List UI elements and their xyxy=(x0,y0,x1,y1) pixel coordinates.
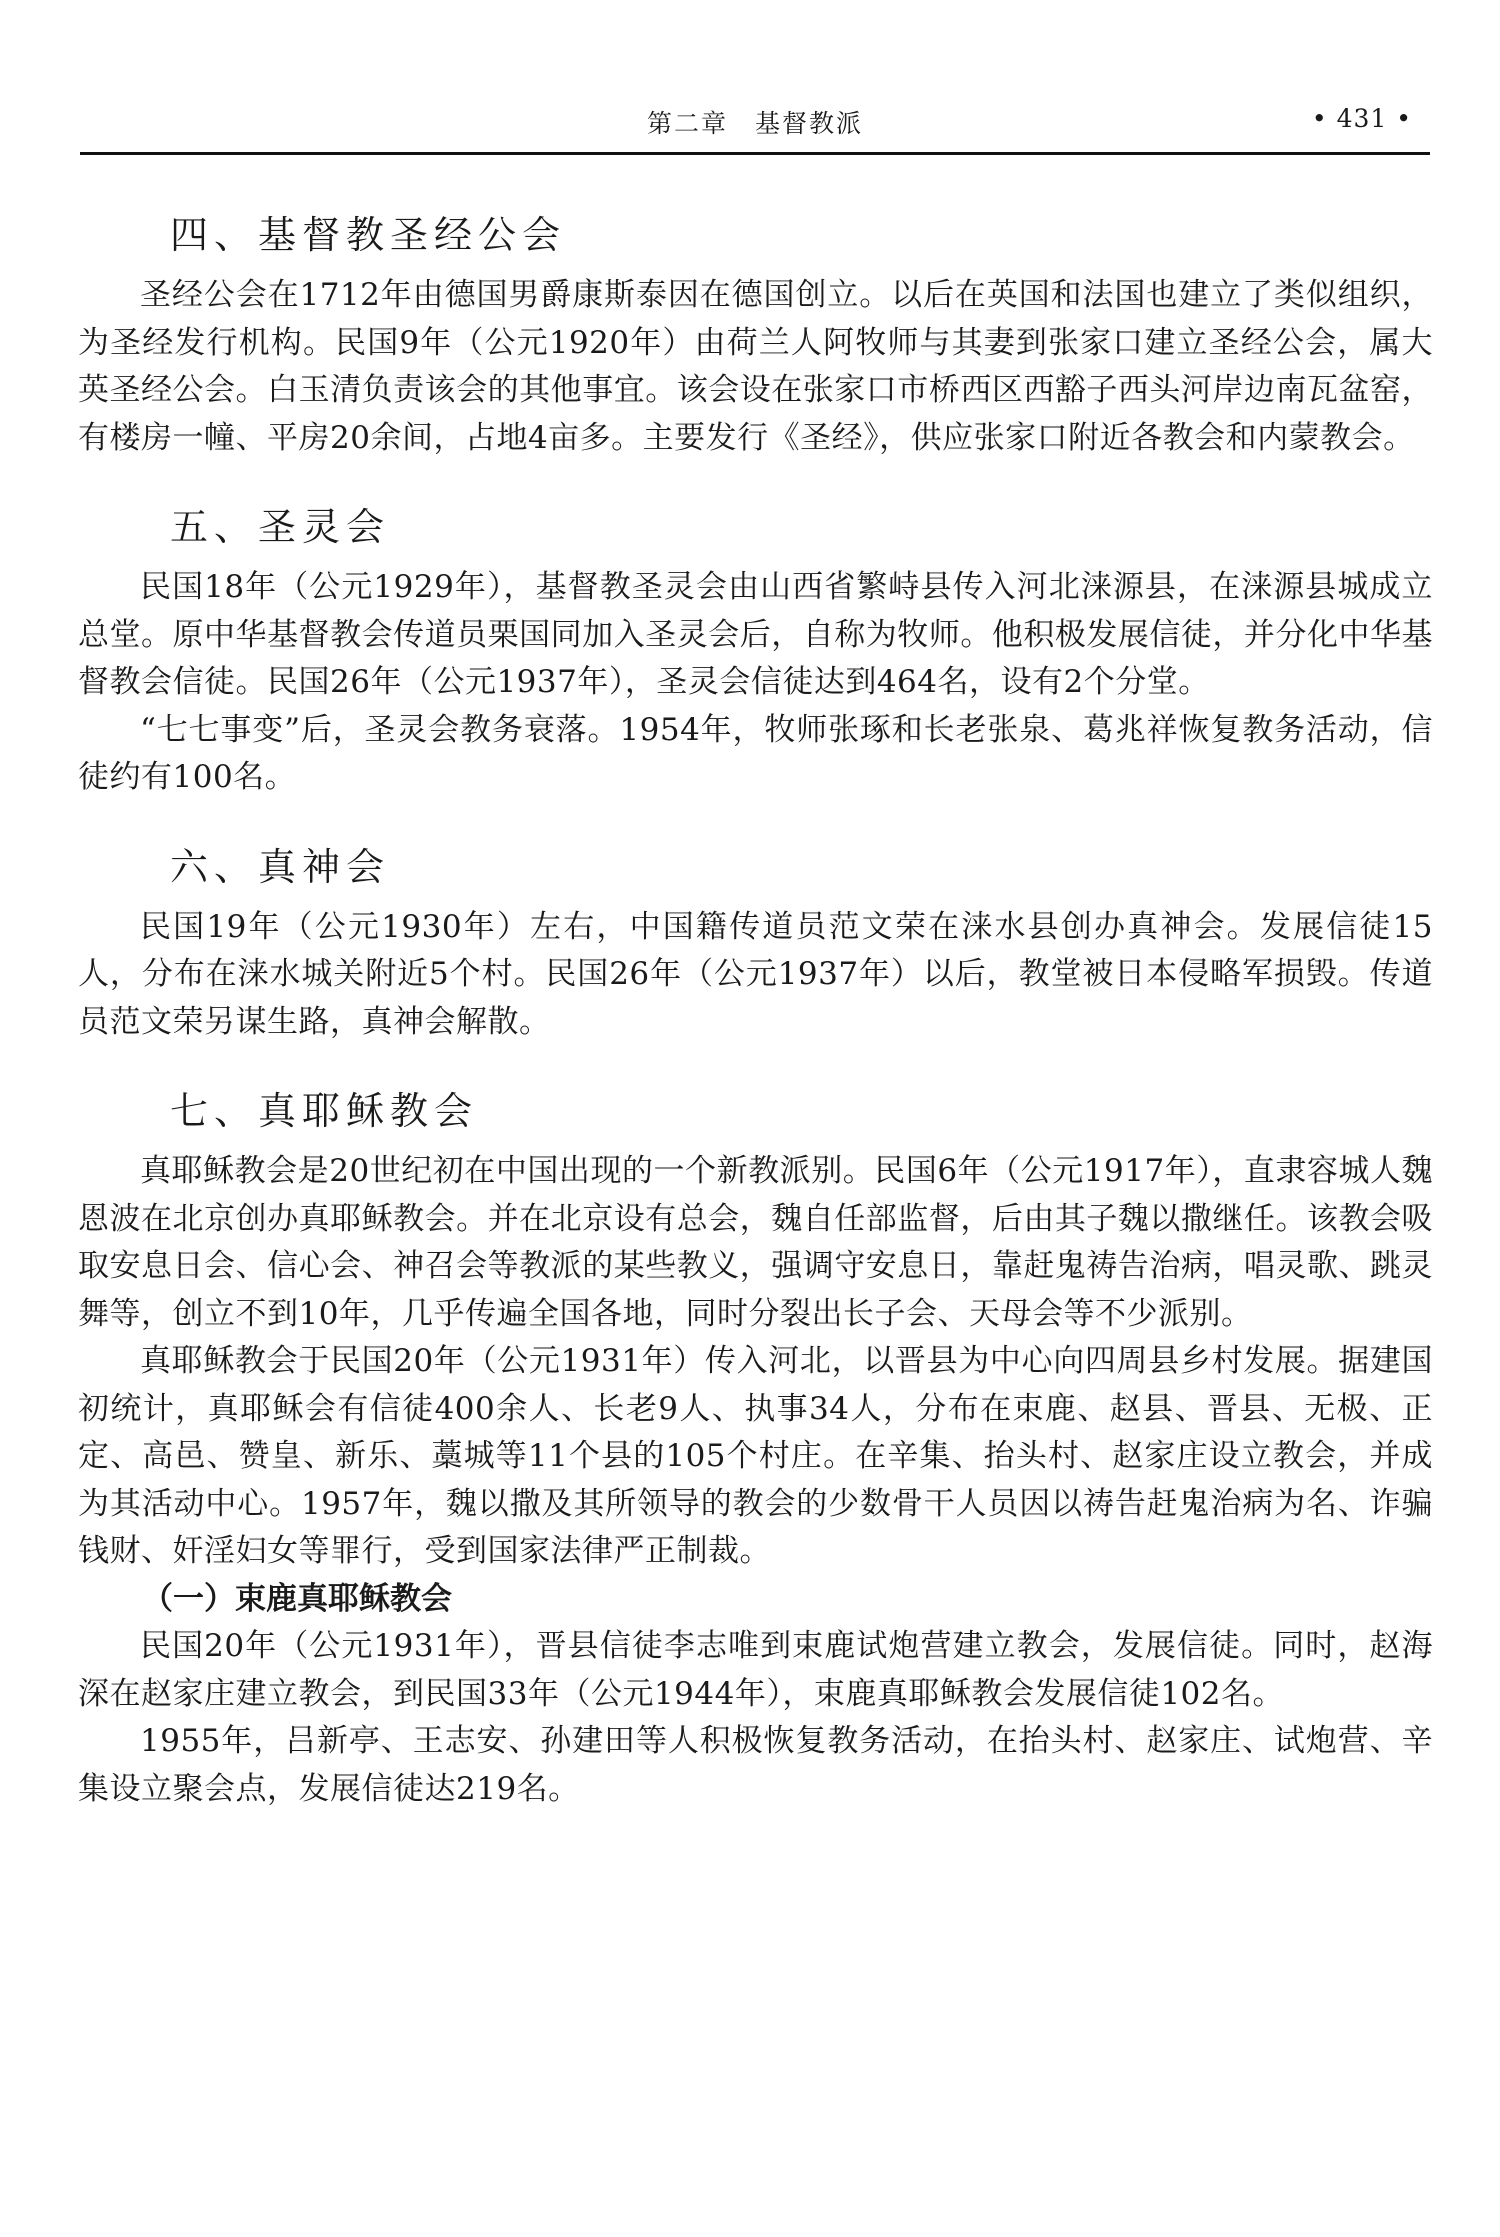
body-paragraph: 民国18年（公元1929年），基督教圣灵会由山西省繁峙县传入河北涞源县，在涞源县城成立总堂。原中华基督教会传道员栗国同加入圣灵会后，自称为牧师。他积极发展信徒，并分化中华基督教会信徒。民国26年（公元1937年），圣灵会信徒达到464名，设有2个分堂。 xyxy=(78,569,1433,700)
body-paragraph: 圣经公会在1712年由德国男爵康斯泰因在德国创立。以后在英国和法国也建立了类似组织，为圣经发行机构。民国9年（公元1920年）由荷兰人阿牧师与其妻到张家口建立圣经公会，属大英圣经公会。白玉清负责该会的其他事宜。该会设在张家口市桥西区西豁子西头河岸边南瓦盆窑，有楼房一幢、平房20余间，占地4亩多。主要发行《圣经》，供应张家口附近各教会和内蒙教会。 xyxy=(78,277,1433,456)
body-paragraph: 1955年，吕新亭、王志安、孙建田等人积极恢复教务活动，在抬头村、赵家庄、试炮营、辛集设立聚会点，发展信徒达219名。 xyxy=(78,1723,1433,1807)
subsection-heading: （一）束鹿真耶稣教会 xyxy=(142,1580,452,1617)
section-holy-spirit-church xyxy=(78,490,1433,802)
section-bible-society xyxy=(78,198,1433,462)
section-heading: 四、基督教圣经公会 xyxy=(170,213,567,257)
section-divider-space xyxy=(78,1046,1433,1074)
section-heading: 六、真神会 xyxy=(170,844,391,889)
running-header xyxy=(80,100,1430,155)
page-body xyxy=(78,198,1433,1813)
body-paragraph: 真耶稣教会是20世纪初在中国出现的一个新教派别。民国6年（公元1917年），直隶容城人魏恩波在北京创办真耶稣教会。并在北京设有总会，魏自任部监督，后由其子魏以撒继任。该教会吸取安息日会、信心会、神召会等教派的某些教义，强调守安息日，靠赶鬼祷告治病，唱灵歌、跳灵舞等，创立不到10年，几乎传遍全国各地，同时分裂出长子会、天母会等不少派别。 xyxy=(78,1153,1433,1332)
body-paragraph: “七七事变”后，圣灵会教务衰落。1954年，牧师张琢和长老张泉、葛兆祥恢复教务活动，信徒约有100名。 xyxy=(78,711,1433,795)
section-true-god-church xyxy=(78,830,1433,1047)
section-heading: 五、圣灵会 xyxy=(170,505,391,549)
body-paragraph: 民国19年（公元1930年）左右，中国籍传道员范文荣在涞水县创办真神会。发展信徒15人，分布在涞水城关附近5个村。民国26年（公元1937年）以后，教堂被日本侵略军损毁。传道员范文荣另谋生路，真神会解散。 xyxy=(78,908,1433,1040)
section-divider-space xyxy=(78,802,1433,830)
section-heading: 七、真耶稣教会 xyxy=(170,1089,479,1133)
section-true-jesus-church xyxy=(78,1074,1433,1813)
section-divider-space xyxy=(78,462,1433,490)
body-paragraph: 民国20年（公元1931年），晋县信徒李志唯到束鹿试炮营建立教会，发展信徒。同时，赵海深在赵家庄建立教会，到民国33年（公元1944年），束鹿真耶稣教会发展信徒102名。 xyxy=(78,1628,1433,1712)
body-paragraph: 真耶稣教会于民国20年（公元1931年）传入河北，以晋县为中心向四周县乡村发展。据建国初统计，真耶稣会有信徒400余人、长老9人、执事34人，分布在束鹿、赵县、晋县、无极、正定、高邑、赞皇、新乐、藁城等11个县的105个村庄。在辛集、抬头村、赵家庄设立教会，并成为其活动中心。1957年，魏以撒及其所领导的教会的少数骨干人员因以祷告赶鬼治病为名、诈骗钱财、奸淫妇女等罪行，受到国家法律严正制裁。 xyxy=(78,1343,1433,1569)
page-number: • 431 • xyxy=(1311,104,1412,133)
chapter-title: 第二章 基督教派 xyxy=(646,109,863,138)
